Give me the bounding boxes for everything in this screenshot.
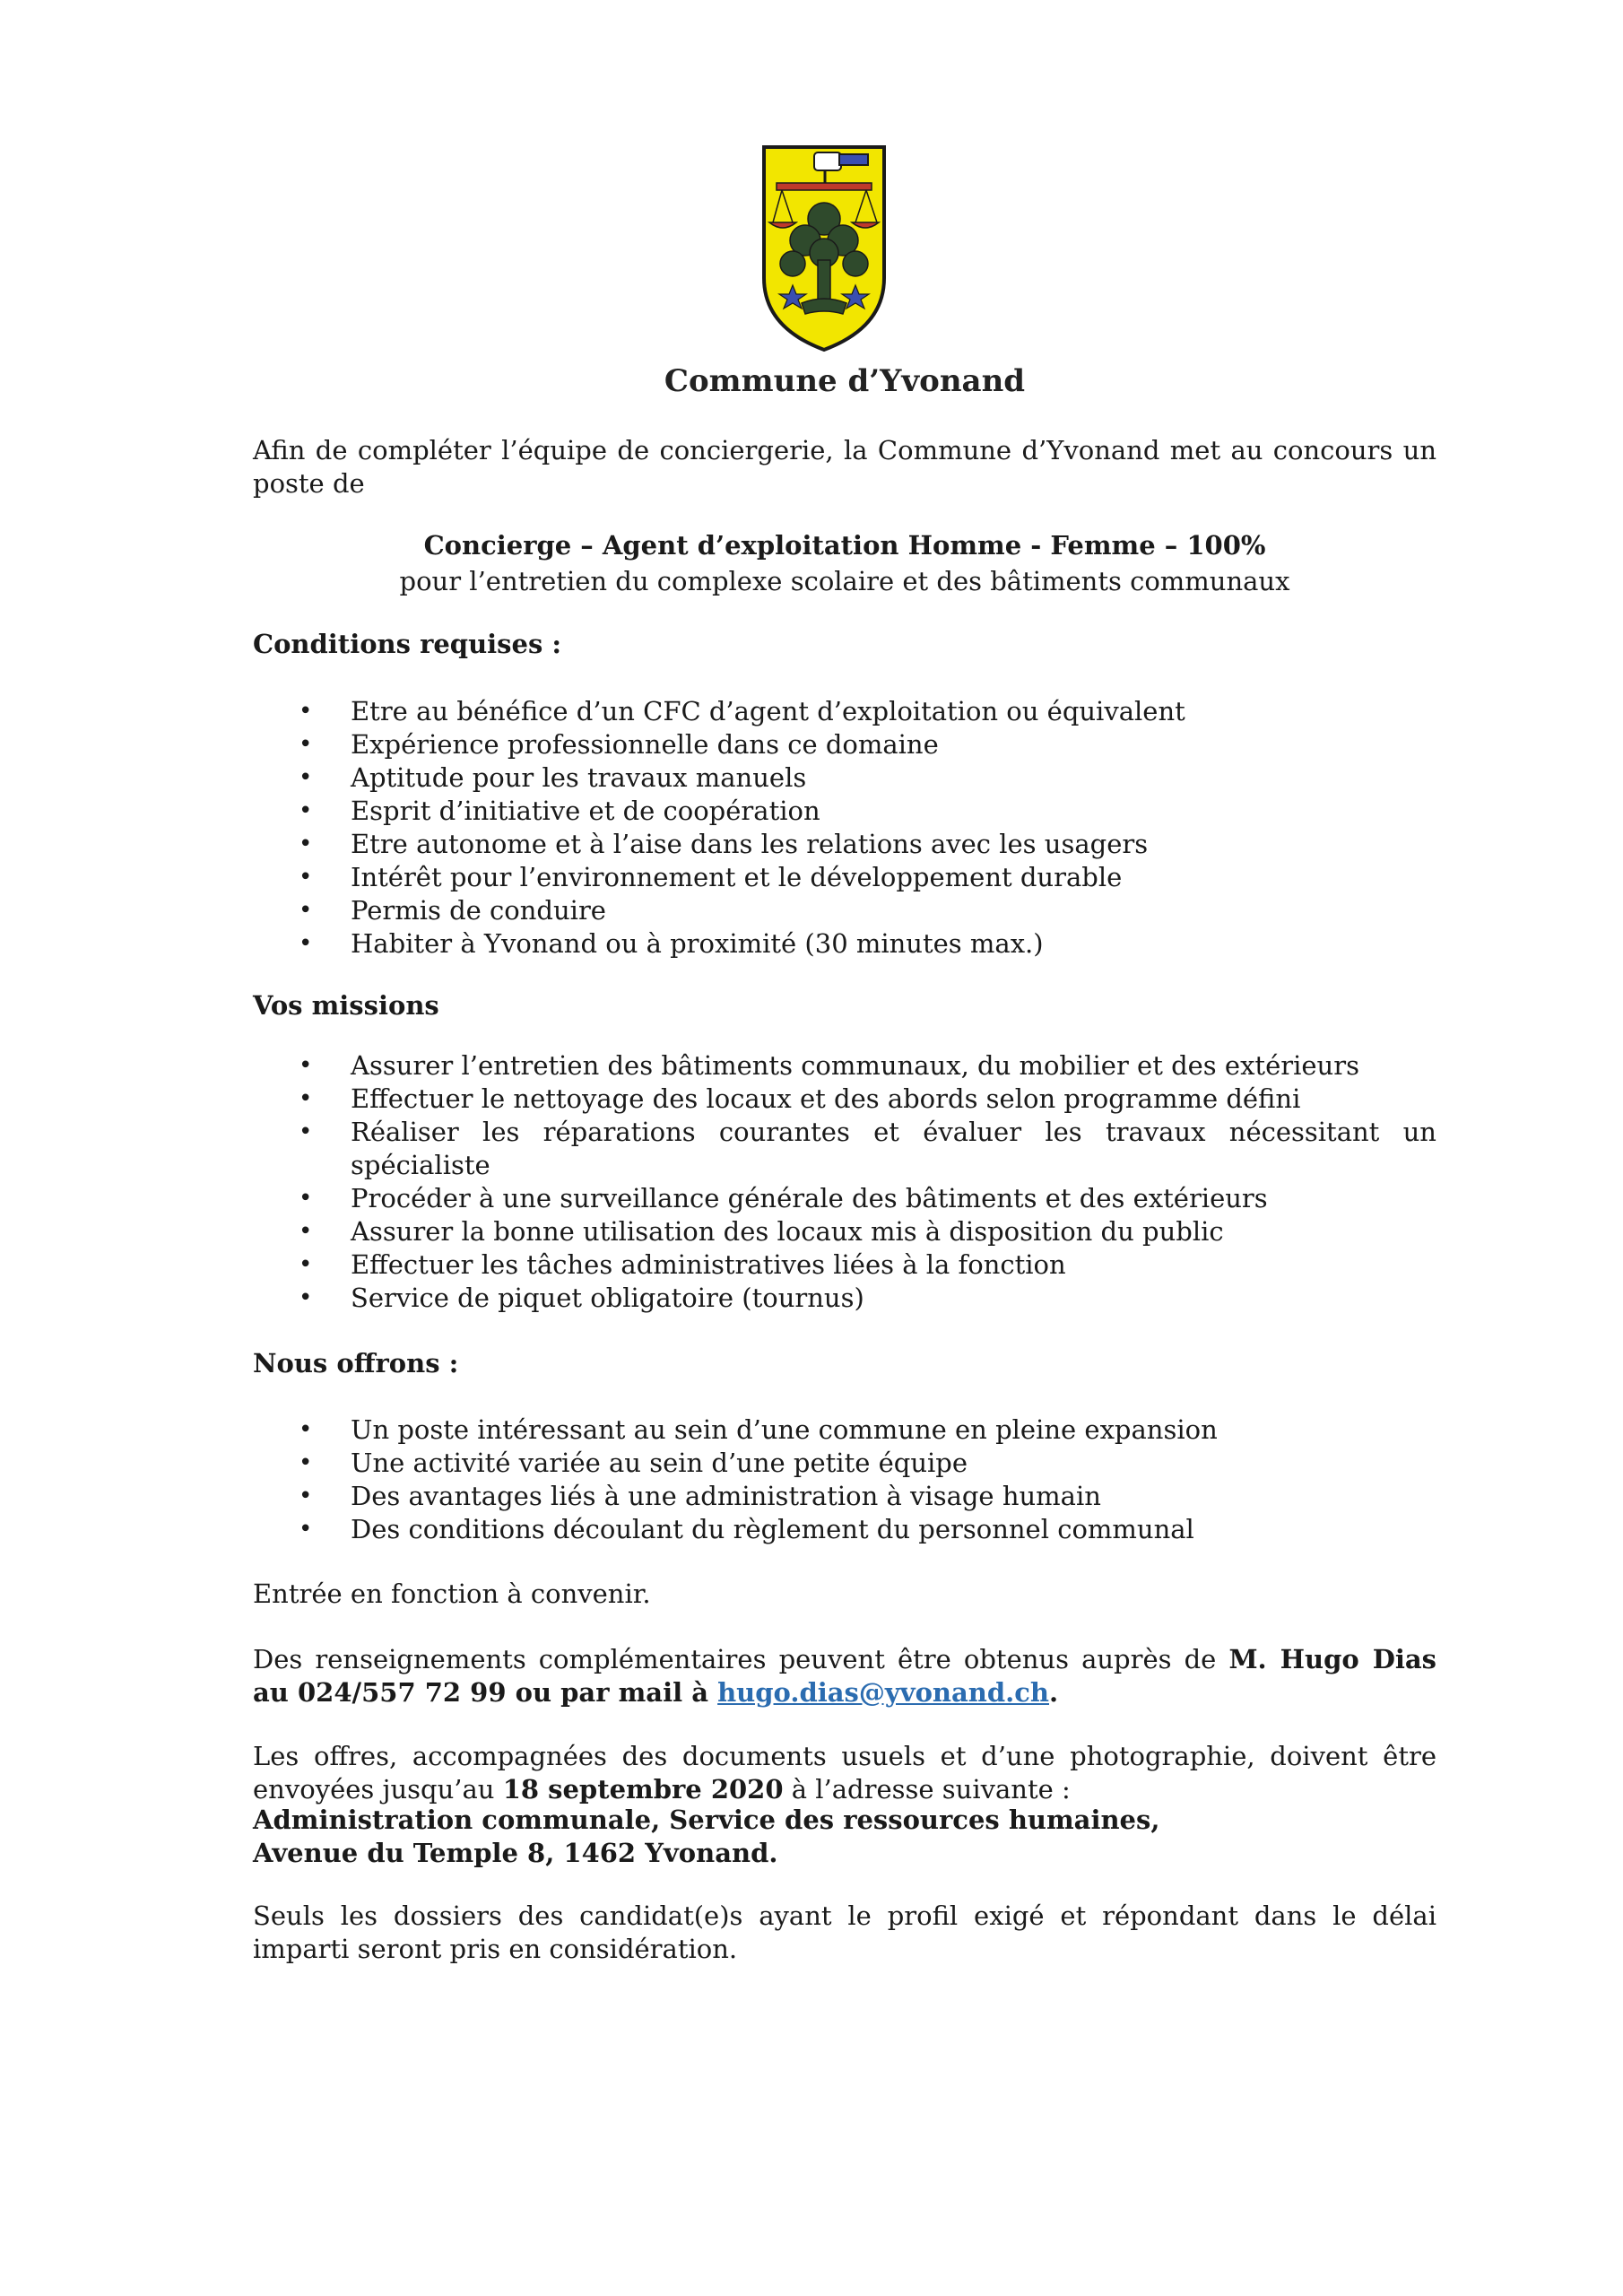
list-item: • Aptitude pour les travaux manuels [253, 761, 1436, 795]
contact-text: Des renseignements complémentaires peuvent être obtenus auprès de [253, 1644, 1229, 1674]
list-item: • Des conditions découlant du règlement du personnel communal [253, 1513, 1436, 1546]
application-deadline: 18 septembre 2020 [502, 1774, 784, 1805]
email-link[interactable]: hugo.dias@yvonand.ch [717, 1677, 1049, 1708]
list-item: • Un poste intéressant au sein d’une commune en pleine expansion [253, 1413, 1436, 1447]
list-item: • Esprit d’initiative et de coopération [253, 795, 1436, 828]
address-line-2: Avenue du Temple 8, 1462 Yvonand. [253, 1838, 778, 1868]
list-item: • Etre au bénéfice d’un CFC d’agent d’exploitation ou équivalent [253, 695, 1436, 728]
list-item: • Assurer la bonne utilisation des locaux mis à disposition du public [253, 1215, 1436, 1248]
requirements-heading: Conditions requises : [253, 629, 562, 659]
list-item: • Intérêt pour l’environnement et le développement durable [253, 861, 1436, 894]
coat-of-arms-icon [760, 144, 888, 353]
list-item: • Une activité variée au sein d’une petite équipe [253, 1447, 1436, 1480]
intro-paragraph: Afin de compléter l’équipe de conciergerie, la Commune d’Yvonand met au concours un poste de [253, 435, 1436, 499]
list-item: • Etre autonome et à l’aise dans les relations avec les usagers [253, 828, 1436, 861]
position-title: Concierge – Agent d’exploitation Homme - Femme – 100% [423, 530, 1266, 561]
list-item: • Procéder à une surveillance générale des bâtiments et des extérieurs [253, 1182, 1436, 1215]
application-text-end: à l’adresse suivante : [783, 1774, 1071, 1805]
list-item: • Assurer l’entretien des bâtiments communaux, du mobilier et des extérieurs [253, 1049, 1436, 1083]
list-item: • Des avantages liés à une administration à visage humain [253, 1480, 1436, 1513]
contact-paragraph [253, 1643, 1436, 1709]
application-text: Les offres, accompagnées des documents usuels et d’une photographie, doivent être envoyées jusqu’au [253, 1741, 1436, 1805]
contact-details: M. Hugo Dias au 024/557 72 99 ou par mail à [253, 1644, 1436, 1708]
list-item: • Habiter à Yvonand ou à proximité (30 minutes max.) [253, 927, 1436, 961]
offer-heading: Nous offrons : [253, 1348, 459, 1378]
list-item: • Effectuer les tâches administratives liées à la fonction [253, 1248, 1436, 1282]
missions-list [253, 1049, 1436, 1315]
organization-title: Commune d’Yvonand [664, 363, 1026, 399]
offer-list [253, 1413, 1436, 1546]
contact-end: . [1049, 1677, 1059, 1708]
list-item: • Permis de conduire [253, 894, 1436, 927]
list-item: • Réaliser les réparations courantes et évaluer les travaux nécessitant un spécialiste [253, 1116, 1436, 1182]
missions-heading: Vos missions [253, 990, 439, 1021]
requirements-list [253, 695, 1436, 961]
position-subtitle: pour l’entretien du complexe scolaire et des bâtiments communaux [399, 566, 1290, 596]
start-date: Entrée en fonction à convenir. [253, 1578, 651, 1609]
application-paragraph [253, 1740, 1436, 1806]
list-item: • Effectuer le nettoyage des locaux et des abords selon programme défini [253, 1083, 1436, 1116]
address-line-1: Administration communale, Service des ressources humaines, [253, 1805, 1160, 1835]
closing-paragraph: Seuls les dossiers des candidat(e)s ayant le profil exigé et répondant dans le délai imparti seront pris en considération. [253, 1900, 1436, 1964]
list-item: • Expérience professionnelle dans ce domaine [253, 728, 1436, 761]
list-item: • Service de piquet obligatoire (tournus) [253, 1282, 1436, 1315]
